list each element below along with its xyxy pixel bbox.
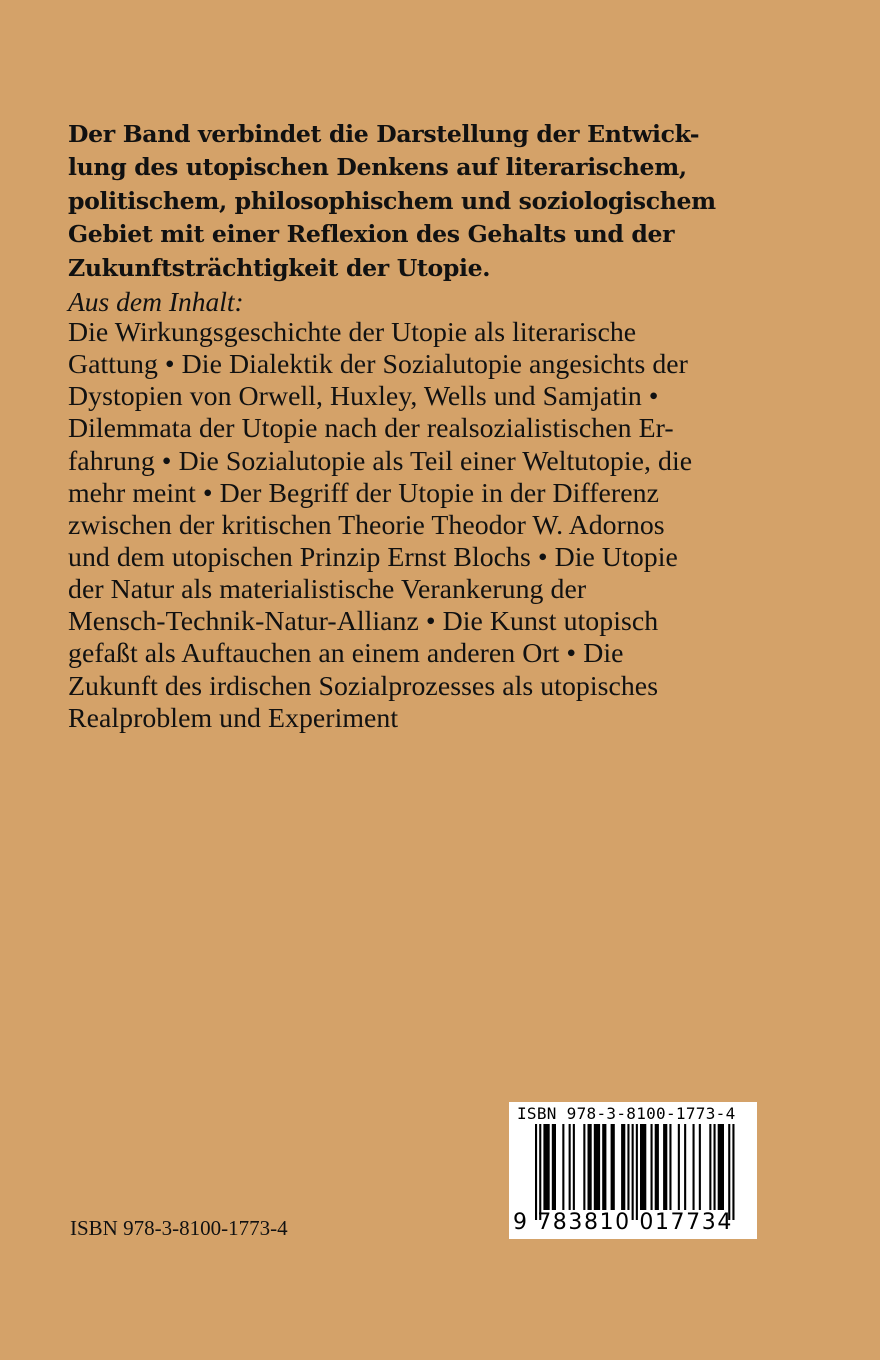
barcode-isbn-label: ISBN 978-3-8100-1773-4 bbox=[517, 1104, 736, 1123]
barcode-bar bbox=[714, 1124, 716, 1210]
barcode-bar bbox=[573, 1124, 575, 1210]
barcode-bar bbox=[655, 1124, 659, 1210]
barcode-bar bbox=[588, 1124, 592, 1210]
contents-line: mehr meint • Der Begriff der Utopie in der Differenz bbox=[68, 477, 659, 509]
contents-line: Zukunft des irdischen Sozialprozesses als utopisches bbox=[68, 670, 659, 702]
barcode-bar bbox=[699, 1124, 701, 1210]
contents-line: fahrung • Die Sozialutopie als Teil einer Weltutopie, die bbox=[68, 445, 693, 477]
barcode-bar bbox=[627, 1124, 629, 1210]
contents-line: Dilemmata der Utopie nach der realsozialistischen Er- bbox=[68, 413, 674, 445]
isbn-text: ISBN 978-3-8100-1773-4 bbox=[70, 1216, 288, 1240]
barcode-bar bbox=[539, 1124, 541, 1220]
barcode-bar bbox=[678, 1124, 680, 1210]
summary-line: politischem, philosophischem und soziologischem bbox=[68, 186, 716, 215]
barcode-bar bbox=[552, 1124, 556, 1210]
barcode-bar bbox=[602, 1124, 606, 1210]
contents-line: Mensch-Technik-Natur-Allianz • Die Kunst utopisch bbox=[68, 606, 659, 638]
contents-line: Gattung • Die Dialektik der Sozialutopie angesichts der bbox=[68, 349, 688, 381]
barcode-bar bbox=[632, 1124, 634, 1220]
barcode-bar bbox=[569, 1124, 571, 1210]
contents-line: Dystopien von Orwell, Huxley, Wells und Samjatin • bbox=[68, 381, 659, 413]
summary-line: Zukunftsträchtigkeit der Utopie. bbox=[68, 253, 491, 282]
barcode-bar bbox=[543, 1124, 549, 1210]
barcode-bar bbox=[611, 1124, 615, 1210]
barcode-bar bbox=[651, 1124, 653, 1210]
barcode-bar bbox=[709, 1124, 711, 1210]
contents-line: zwischen der kritischen Theorie Theodor W. Adornos bbox=[68, 509, 665, 541]
barcode-bar bbox=[535, 1124, 537, 1220]
barcode-bar bbox=[640, 1124, 646, 1210]
contents-heading: Aus dem Inhalt: bbox=[68, 286, 244, 317]
contents-line: gefaßt als Auftauchen an einem anderen Ort • Die bbox=[68, 638, 624, 670]
contents-line: Die Wirkungsgeschichte der Utopie als literarische bbox=[68, 317, 637, 348]
contents-line: Realproblem und Experiment bbox=[68, 702, 399, 734]
barcode-bar bbox=[669, 1124, 671, 1210]
summary-paragraph bbox=[68, 118, 828, 285]
barcode-bar bbox=[732, 1124, 734, 1220]
summary-line: Der Band verbindet die Darstellung der Entwick- bbox=[68, 120, 700, 148]
barcode-bar bbox=[684, 1124, 686, 1210]
contents-list bbox=[68, 317, 848, 735]
barcode-bar bbox=[621, 1124, 625, 1210]
summary-line: Gebiet mit einer Reflexion des Gehalts und der bbox=[68, 220, 675, 249]
contents-line: der Natur als materialistische Verankerung der bbox=[68, 574, 587, 606]
summary-line: lung des utopischen Denkens auf literarischem, bbox=[68, 153, 687, 182]
barcode-bar bbox=[663, 1124, 667, 1210]
barcode-bar bbox=[718, 1124, 724, 1210]
barcode-box bbox=[509, 1102, 757, 1239]
contents-line: und dem utopischen Prinzip Ernst Blochs • Die Utopie bbox=[68, 541, 678, 573]
barcode-bar bbox=[728, 1124, 730, 1220]
barcode-bar bbox=[636, 1124, 638, 1220]
barcode-bar bbox=[594, 1124, 600, 1210]
barcode-digits: 9 783810 017734 bbox=[513, 1210, 733, 1235]
barcode-bar bbox=[562, 1124, 564, 1210]
barcode-bar bbox=[693, 1124, 695, 1210]
barcode-bar bbox=[583, 1124, 585, 1210]
